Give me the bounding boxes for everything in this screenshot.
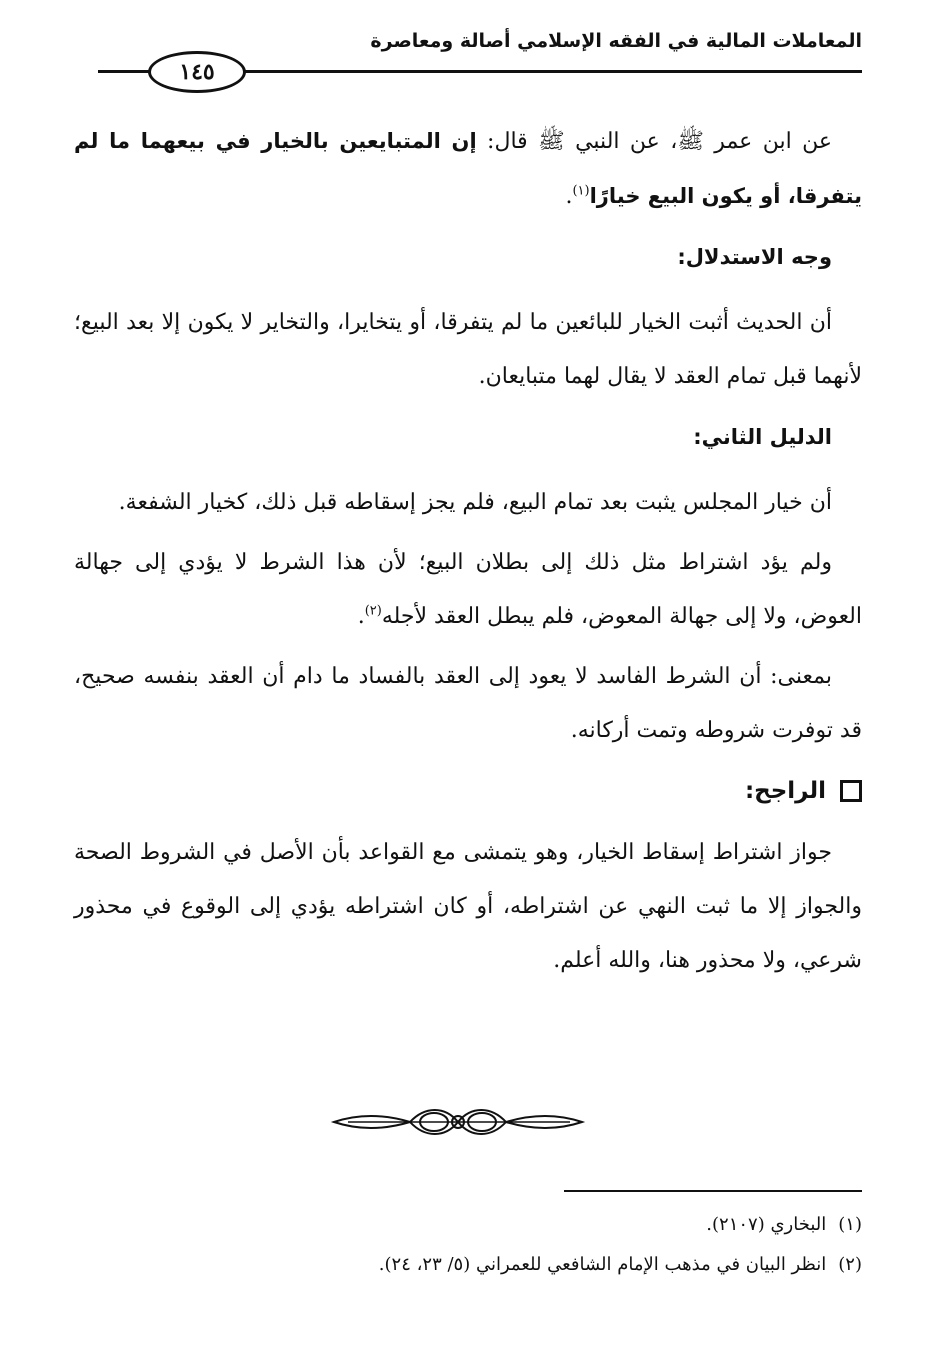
istidlal-paragraph: أن الحديث أثبت الخيار للبائعين ما لم يتفرقا، أو يتخايرا، والتخاير لا يكون إلا بعد البيع؛ لأنهما قبل تمام العقد لا يقال لهما متبايعان.: [74, 310, 862, 389]
rajih-paragraph: جواز اشتراط إسقاط الخيار، وهو يتمشى مع القواعد بأن الأصل في الشروط الصحة والجواز إلا ما ثبت النهي عن اشتراطه، أو كان اشتراطه يؤدي إلى الوقوع في محذور شرعي، ولا محذور هنا، والله أعلم.: [74, 840, 862, 973]
footnotes: [74, 1205, 862, 1285]
hadith-end: .: [565, 184, 573, 209]
running-title: المعاملات المالية في الفقه الإسلامي أصالة ومعاصرة: [370, 30, 862, 52]
condition-text: ولم يؤد اشتراط مثل ذلك إلى بطلان البيع؛ لأن هذا الشرط لا يؤدي إلى جهالة العوض، ولا إلى جهالة المعوض، فلم يبطل العقد لأجله: [74, 550, 862, 629]
footnote-number: (٢): [838, 1254, 862, 1275]
hadith-paragraph: [74, 114, 862, 224]
rajih-label: الراجح:: [744, 778, 826, 804]
hadith-intro: عن ابن عمر ﷺ، عن النبي ﷺ قال:: [476, 129, 832, 154]
footnote-text: البخاري (٢١٠٧).: [706, 1214, 827, 1235]
page-number: ١٤٥: [148, 51, 246, 93]
body-text: [74, 114, 862, 994]
condition-end: .: [357, 604, 365, 629]
section-heading-second-evidence: الدليل الثاني:: [693, 425, 832, 449]
footnote-text: انظر البيان في مذهب الإمام الشافعي للعمراني (٥/ ٢٣، ٢٤).: [378, 1254, 827, 1275]
square-bullet-icon: [840, 780, 862, 802]
footnote-number: (١): [838, 1214, 862, 1235]
meaning-paragraph: بمعنى: أن الشرط الفاسد لا يعود إلى العقد بالفساد ما دام أن العقد بنفسه صحيح، قد توفرت شروطه وتمت أركانه.: [74, 664, 862, 743]
footnote-2: [74, 1245, 862, 1285]
footnote-1: [74, 1205, 862, 1245]
section-heading-rajih: [74, 764, 862, 818]
footnote-rule: [564, 1190, 862, 1192]
footnote-ref-1: (١): [572, 183, 590, 199]
footnote-ref-2: (٢): [364, 603, 382, 619]
second-evidence-paragraph: أن خيار المجلس يثبت بعد تمام البيع، فلم يجز إسقاطه قبل ذلك، كخيار الشفعة.: [118, 490, 832, 515]
section-heading-istidlal: وجه الاستدلال:: [677, 245, 832, 269]
hadith-text: إن المتبايعين بالخيار في بيعهما ما لم يتفرقا، أو يكون البيع خيارًا: [74, 129, 862, 208]
ornament-divider: [330, 1100, 586, 1144]
condition-paragraph: [74, 536, 862, 644]
